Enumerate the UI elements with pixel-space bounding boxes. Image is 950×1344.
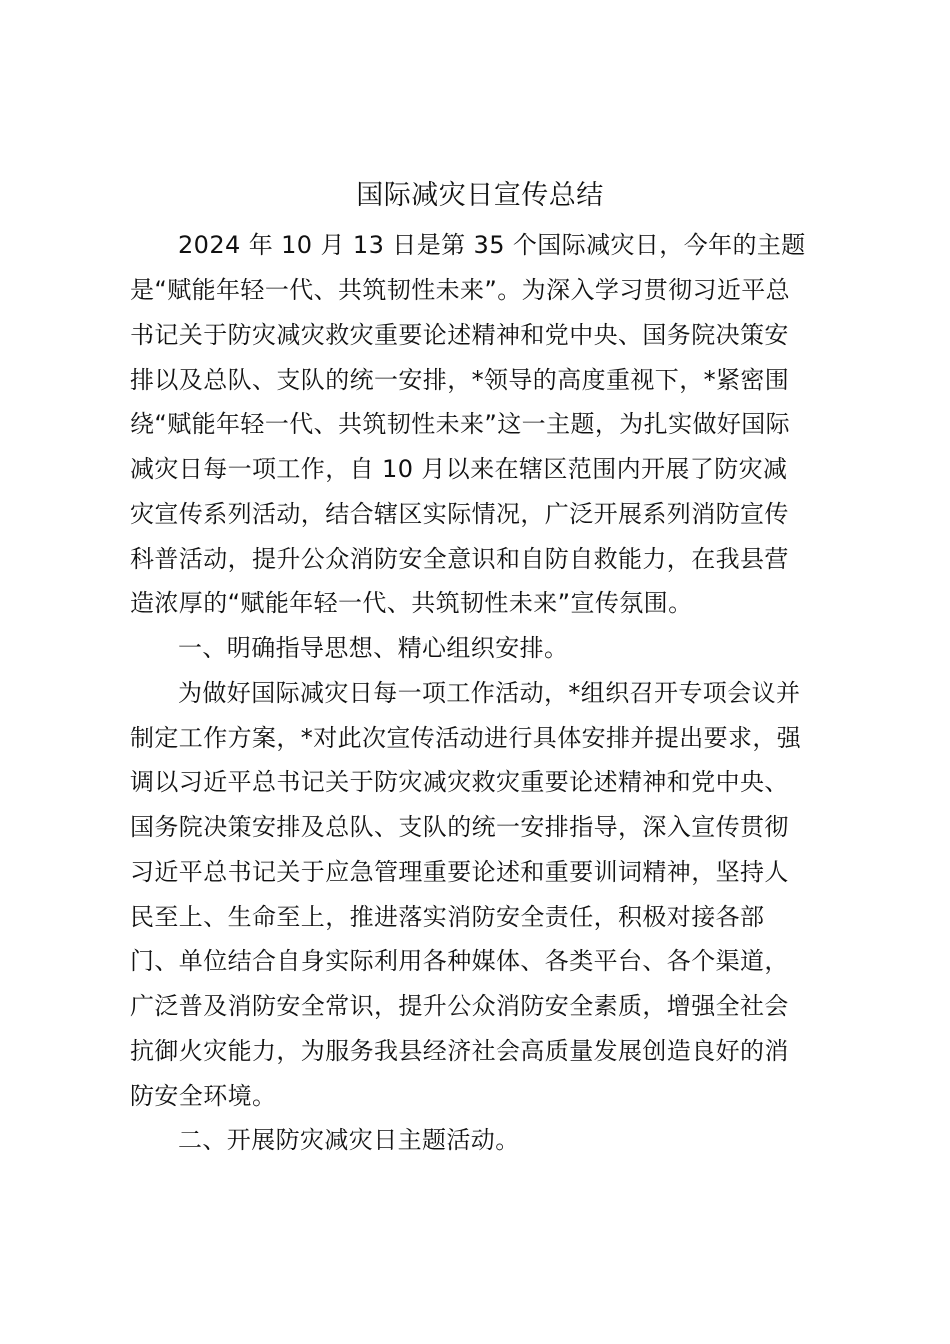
paragraph-line: 书记关于防灾减灾救灾重要论述精神和党中央、国务院决策安 [130, 321, 789, 349]
paragraph-line: 广泛普及消防安全常识，提升公众消防安全素质，增强全社会 [130, 992, 789, 1020]
paragraph-line: 灾宣传系列活动，结合辖区实际情况，广泛开展系列消防宣传 [130, 500, 789, 528]
paragraph-line: 减灾日每一项工作，自 10 月以来在辖区范围内开展了防灾减 [130, 455, 788, 483]
paragraph-line: 为做好国际减灾日每一项工作活动，*组织召开专项会议并 [178, 679, 801, 707]
paragraph-line: 门、单位结合自身实际利用各种媒体、各类平台、各个渠道， [130, 947, 789, 975]
paragraph-line: 习近平总书记关于应急管理重要论述和重要训词精神，坚持人 [130, 858, 789, 886]
paragraph-line: 2024 年 10 月 13 日是第 35 个国际减灾日，今年的主题 [178, 231, 806, 259]
paragraph-line: 制定工作方案，*对此次宣传活动进行具体安排并提出要求，强 [130, 724, 802, 752]
paragraph-line: 排以及总队、支队的统一安排，*领导的高度重视下，*紧密围 [130, 366, 790, 394]
paragraph-line: 抗御火灾能力，为服务我县经济社会高质量发展创造良好的消 [130, 1037, 789, 1065]
paragraph-line: 调以习近平总书记关于防灾减灾救灾重要论述精神和党中央、 [130, 768, 789, 796]
paragraph-line: 科普活动，提升公众消防安全意识和自防自救能力，在我县营 [130, 545, 789, 573]
section-heading: 一、明确指导思想、精心组织安排。 [178, 634, 569, 662]
section-heading: 二、开展防灾减灾日主题活动。 [178, 1126, 520, 1154]
paragraph-line: 绕“赋能年轻一代、共筑韧性未来”这一主题，为扎实做好国际 [130, 410, 791, 438]
document-title: 国际减灾日宣传总结 [356, 180, 604, 211]
paragraph-line: 国务院决策安排及总队、支队的统一安排指导，深入宣传贯彻 [130, 813, 789, 841]
paragraph-line: 民至上、生命至上，推进落实消防安全责任，积极对接各部 [130, 903, 765, 931]
paragraph-line: 防安全环境。 [130, 1082, 277, 1110]
paragraph-line: 是“赋能年轻一代、共筑韧性未来”。为深入学习贯彻习近平总 [130, 276, 791, 304]
paragraph-line: 造浓厚的“赋能年轻一代、共筑韧性未来”宣传氛围。 [130, 589, 693, 617]
